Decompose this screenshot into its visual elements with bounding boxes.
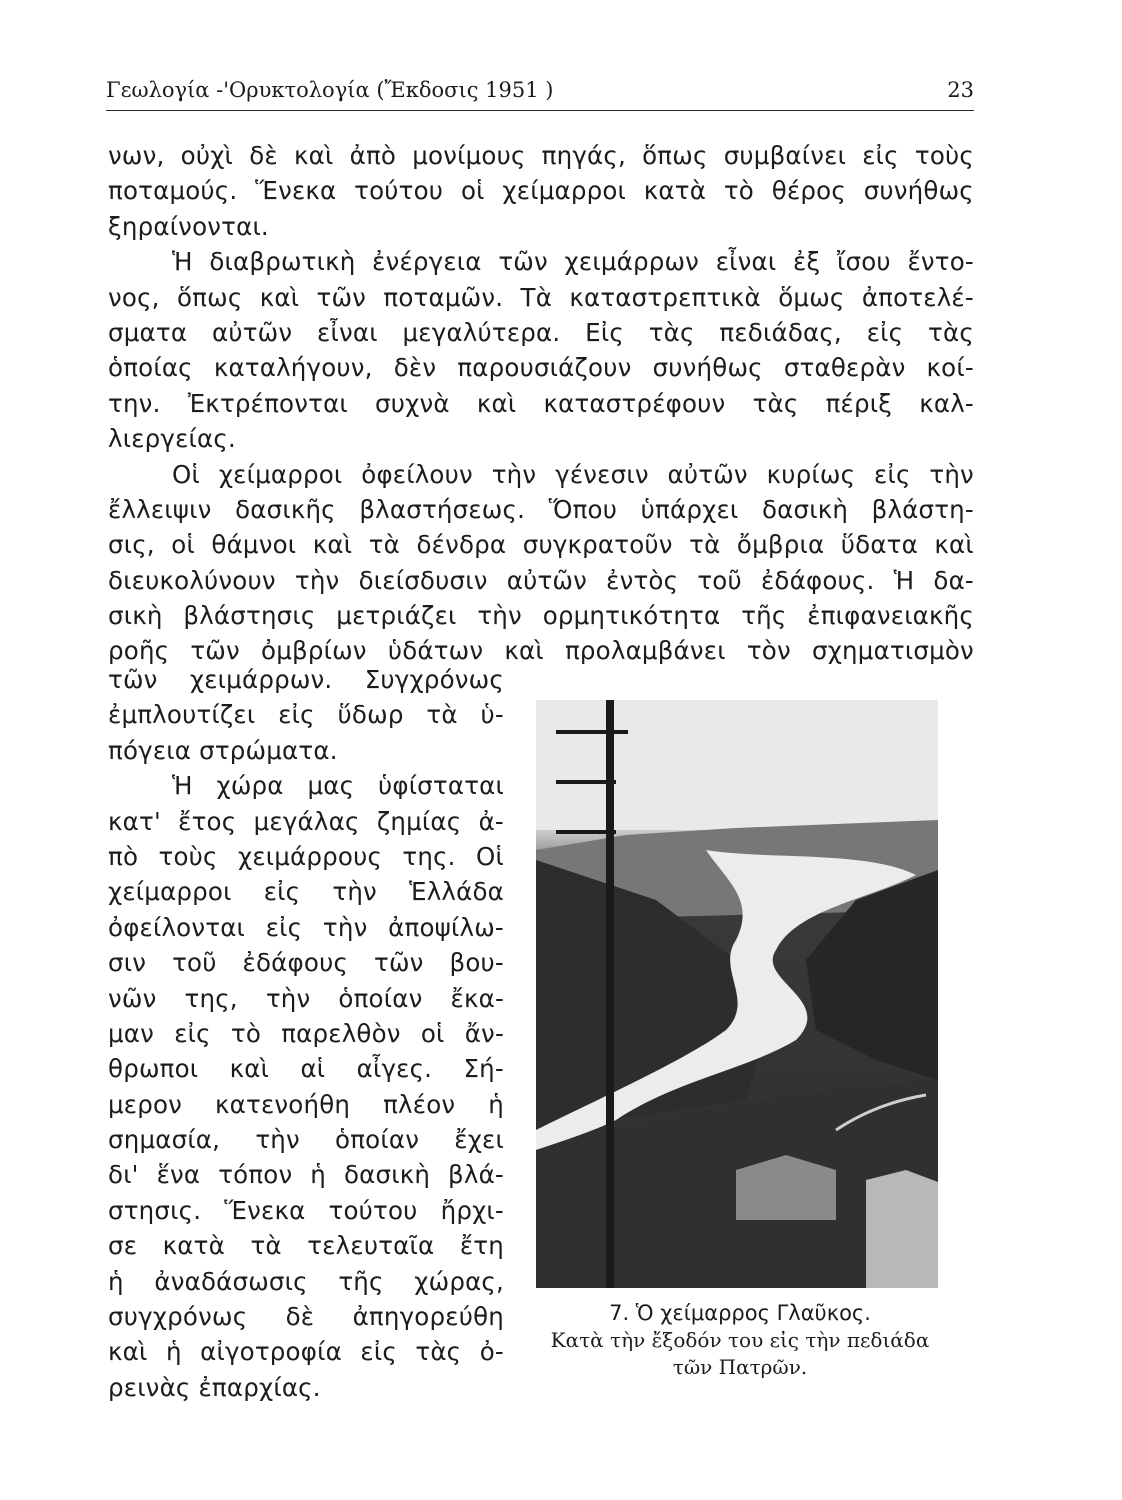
page-number: 23 [947, 78, 974, 102]
text-line: διευκολύνουν τὴν διείσδυσιν αὐτῶν ἐντὸς τοῦ ἐδάφους. Ἡ δα- [108, 565, 974, 595]
figure-caption [510, 1300, 970, 1381]
text-line: την. Ἐκτρέπονται συχνὰ καὶ καταστρέφουν τὰς πέριξ καλ- [108, 388, 974, 418]
text-line: συγχρόνως δὲ ἀπηγορεύθη [108, 1302, 504, 1332]
text-line: νῶν της, τὴν ὁποίαν ἔκα- [108, 983, 504, 1013]
text-line: ἔλλειψιν δασικῆς βλαστήσεως. Ὅπου ὑπάρχει δασικὴ βλάστη- [108, 494, 974, 524]
text-line: Ἡ χώρα μας ὑφίσταται [172, 771, 504, 801]
text-line: καὶ ἡ αἰγοτροφία εἰς τὰς ὀ- [108, 1337, 504, 1367]
body-text-full-width [108, 138, 974, 669]
text-line: ὁποίας καταλήγουν, δὲν παρουσιάζουν συνήθως σταθερὰν κοί- [108, 353, 974, 383]
text-line: μερον κατενοήθη πλέον ἡ [108, 1089, 504, 1119]
text-line: σματα αὐτῶν εἶναι μεγαλύτερα. Εἰς τὰς πεδιάδας, εἰς τὰς [108, 317, 974, 347]
text-line: ποταμούς. Ἕνεκα τούτου οἱ χείμαρροι κατὰ τὸ θέρος συνήθως [108, 176, 974, 206]
text-line: ἐμπλουτίζει εἰς ὕδωρ τὰ ὑ- [108, 700, 504, 730]
text-line: σικὴ βλάστησις μετριάζει τὴν ορμητικότητα τῆς ἐπιφανειακῆς [108, 601, 974, 631]
text-line: κατ' ἔτος μεγάλας ζημίας ἀ- [108, 806, 504, 836]
text-line: νος, ὅπως καὶ τῶν ποταμῶν. Τὰ καταστρεπτικὰ ὅμως ἀποτελέ- [108, 282, 974, 312]
text-line: Ἡ διαβρωτικὴ ἐνέργεια τῶν χειμάρρων εἶναι ἐξ ἴσου ἔντο- [172, 247, 974, 277]
text-line: ἡ ἀναδάσωσις τῆς χώρας, [108, 1266, 504, 1296]
page-header [106, 74, 974, 111]
text-line: πόγεια στρώματα. [108, 735, 338, 765]
text-line: σημασία, τὴν ὁποίαν ἔχει [108, 1125, 504, 1155]
text-line: μαν εἰς τὸ παρελθὸν οἱ ἄν- [108, 1018, 504, 1048]
text-line: λιεργείας. [108, 424, 236, 454]
text-line: δι' ἕνα τόπον ἡ δασικὴ βλά- [108, 1160, 504, 1190]
text-line: πὸ τοὺς χειμάρρους της. Οἱ [108, 841, 504, 871]
text-line: ξηραίνονται. [108, 211, 269, 241]
caption-line-2: Κατὰ τὴν ἔξοδόν του εἰς τὴν πεδιάδα [550, 1328, 930, 1352]
text-line: σιν τοῦ ἐδάφους τῶν βου- [108, 948, 504, 978]
body-text-left-column [108, 662, 504, 1405]
text-line: τῶν χειμάρρων. Συγχρόνως [108, 665, 504, 694]
text-line: σε κατὰ τὰ τελευταῖα ἔτη [108, 1231, 504, 1261]
text-line: θρωποι καὶ αἱ αἶγες. Σή- [108, 1054, 504, 1084]
caption-line-1: 7. Ὁ χείμαρρος Γλαῦκος. [609, 1301, 871, 1325]
text-line: νων, οὐχὶ δὲ καὶ ἀπὸ μονίμους πηγάς, ὅπως συμβαίνει εἰς τοὺς [108, 141, 974, 170]
text-line: ρεινὰς ἐπαρχίας. [108, 1372, 321, 1402]
text-line: ὀφείλονται εἰς τὴν ἀποψίλω- [108, 912, 504, 942]
running-title: Γεωλογία -'Ορυκτολογία (Ἔκδοσις 1951 ) [106, 78, 554, 102]
text-line: στησις. Ἕνεκα τούτου ἤρχι- [108, 1195, 504, 1225]
text-line: ροῆς τῶν ὀμβρίων ὑδάτων καὶ προλαμβάνει τὸν σχηματισμὸν [108, 636, 974, 666]
text-line: χείμαρροι εἰς τὴν Ἑλλάδα [108, 877, 504, 907]
text-line: Οἱ χείμαρροι ὀφείλουν τὴν γένεσιν αὐτῶν κυρίως εἰς τὴν [172, 459, 974, 489]
caption-line-3: τῶν Πατρῶν. [672, 1355, 808, 1379]
text-line: σις, οἱ θάμνοι καὶ τὰ δένδρα συγκρατοῦν τὰ ὄμβρια ὕδατα καὶ [108, 530, 974, 560]
photo-glaukos-torrent [536, 700, 938, 1288]
